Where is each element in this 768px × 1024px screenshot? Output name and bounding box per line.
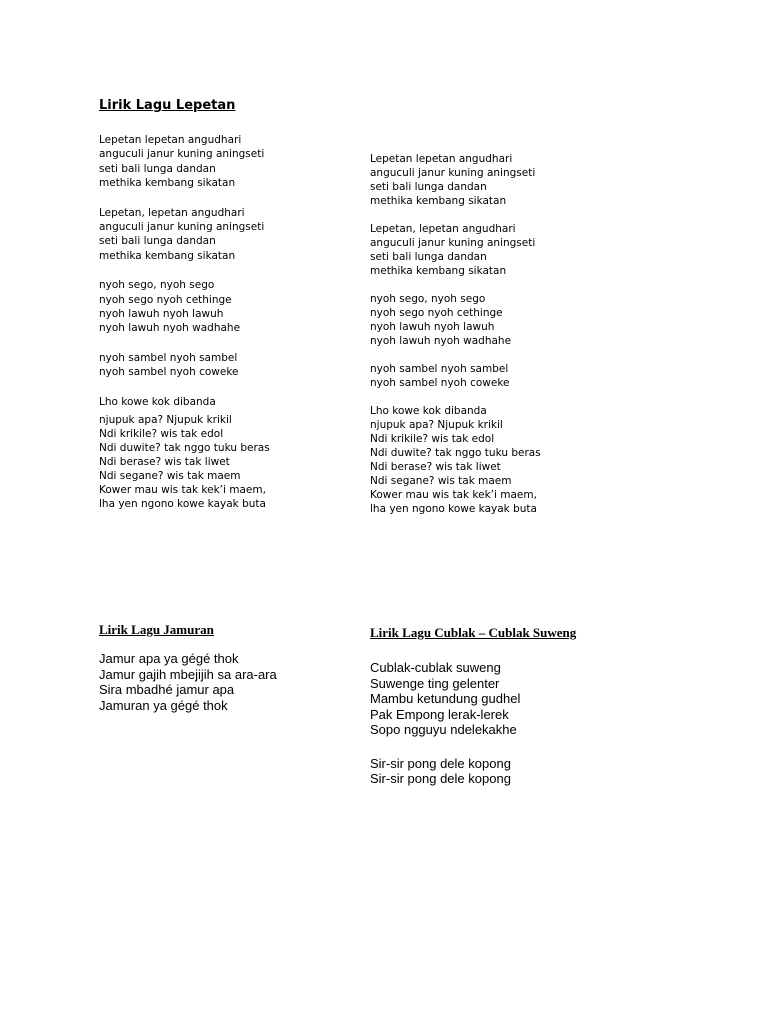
lyric-line: Sir-sir pong dele kopong — [370, 755, 511, 771]
lyric-line: nyoh sego nyoh cethinge — [99, 293, 232, 306]
lyric-line: methika kembang sikatan — [99, 249, 236, 262]
lyric-line: anguculi janur kuning aningseti — [99, 221, 265, 234]
lepetan-right-stanza-2 — [370, 222, 670, 278]
lyric-line: seti bali lunga dandan — [370, 251, 487, 263]
jamuran-title: Lirik Lagu Jamuran — [99, 622, 214, 637]
lepetan-left-stanza-3 — [99, 278, 359, 336]
lyric-line: Ndi duwite? tak nggo tuku beras — [99, 442, 270, 455]
lyric-line: Mambu ketundung gudhel — [370, 691, 521, 706]
cublak-title: Lirik Lagu Cublak – Cublak Suweng — [370, 625, 577, 640]
cublak-stanza-1 — [370, 660, 670, 738]
lyric-line: Jamur gajih mbejijih sa ara-ara — [99, 666, 277, 682]
lepetan-left-stanza-4 — [99, 351, 359, 380]
lyric-line: Pak Empong lerak-lerek — [370, 706, 509, 722]
lyric-line: nyoh sambel nyoh coweke — [99, 366, 239, 379]
lyric-line: Lepetan lepetan angudhari — [99, 134, 242, 146]
lyric-line: Sira mbadhé jamur apa — [99, 682, 235, 697]
lyric-line: Lho kowe kok dibanda — [370, 405, 487, 417]
lepetan-left-stanza-6 — [99, 413, 359, 511]
lyric-line: Lho kowe kok dibanda — [99, 395, 216, 408]
lyric-line: anguculi janur kuning aningseti — [99, 148, 265, 161]
lyric-line: Ndi berase? wis tak liwet — [370, 461, 501, 473]
lyric-line: lha yen ngono kowe kayak buta — [99, 498, 266, 511]
lyric-line: njupuk apa? Njupuk krikil — [370, 419, 503, 431]
lyric-line: seti bali lunga dandan — [99, 162, 216, 175]
lepetan-right-stanza-3 — [370, 292, 670, 348]
lyric-line: Lepetan lepetan angudhari — [370, 153, 513, 165]
lyric-line: Ndi segane? wis tak maem — [99, 470, 241, 483]
lepetan-right-stanza-4 — [370, 362, 670, 390]
lyric-line: Kower mau wis tak kek’i maem, — [370, 489, 537, 501]
jamuran-section — [99, 622, 359, 713]
lyric-line: Kower mau wis tak kek’i maem, — [99, 484, 266, 497]
lyric-line: Jamur apa ya gégé thok — [99, 651, 239, 666]
lyric-line: njupuk apa? Njupuk krikil — [99, 414, 232, 427]
lyric-line: nyoh lawuh nyoh lawuh — [99, 308, 224, 321]
lepetan-left-stanza-5 — [99, 395, 359, 409]
lepetan-right-stanza-1 — [370, 152, 670, 208]
lyric-line: nyoh sego nyoh cethinge — [370, 307, 503, 319]
lyric-line: Ndi segane? wis tak maem — [370, 475, 512, 487]
lyric-line: Ndi duwite? tak nggo tuku beras — [370, 447, 541, 459]
lyric-line: Ndi krikile? wis tak edol — [370, 433, 495, 445]
lyric-line: methika kembang sikatan — [99, 177, 236, 190]
lyric-line: Sir-sir pong dele kopong — [370, 771, 511, 786]
lyric-line: Cublak-cublak suweng — [370, 660, 501, 675]
lyric-line: nyoh sambel nyoh sambel — [370, 363, 509, 375]
cublak-stanza-2 — [370, 756, 670, 787]
lyric-line: anguculi janur kuning aningseti — [370, 167, 536, 179]
lyric-line: seti bali lunga dandan — [99, 235, 216, 248]
lyric-line: methika kembang sikatan — [370, 195, 507, 207]
lyric-line: anguculi janur kuning aningseti — [370, 237, 536, 249]
lyric-line: Jamuran ya gégé thok — [99, 697, 228, 713]
jamuran-stanza — [99, 651, 359, 713]
lyric-line: nyoh lawuh nyoh wadhahe — [370, 335, 512, 347]
lyric-line: nyoh lawuh nyoh lawuh — [370, 321, 495, 333]
lyric-line: nyoh sambel nyoh sambel — [99, 351, 238, 364]
lyric-line: Suwenge ting gelenter — [370, 675, 500, 691]
lyric-line: nyoh sambel nyoh coweke — [370, 377, 510, 389]
lyric-line: Ndi berase? wis tak liwet — [99, 456, 230, 469]
lyric-line: Lepetan, lepetan angudhari — [99, 206, 245, 219]
lyric-line: nyoh sego, nyoh sego — [370, 293, 486, 305]
lepetan-right-section — [370, 152, 670, 516]
lepetan-left-section — [99, 98, 359, 511]
lyric-line: Lepetan, lepetan angudhari — [370, 223, 516, 235]
lyric-line: nyoh sego, nyoh sego — [99, 279, 215, 292]
lyric-line: Sopo ngguyu ndelekakhe — [370, 722, 517, 737]
lepetan-right-stanza-5 — [370, 404, 670, 516]
lyric-line: Ndi krikile? wis tak edol — [99, 428, 224, 441]
lyric-line: nyoh lawuh nyoh wadhahe — [99, 322, 241, 335]
cublak-section — [370, 625, 670, 787]
lepetan-left-stanza-2 — [99, 206, 359, 264]
lyric-line: lha yen ngono kowe kayak buta — [370, 503, 537, 515]
lepetan-title: Lirik Lagu Lepetan — [99, 98, 236, 113]
lyric-line: methika kembang sikatan — [370, 265, 507, 277]
lyric-line: seti bali lunga dandan — [370, 181, 487, 193]
lepetan-left-stanza-1 — [99, 133, 359, 191]
